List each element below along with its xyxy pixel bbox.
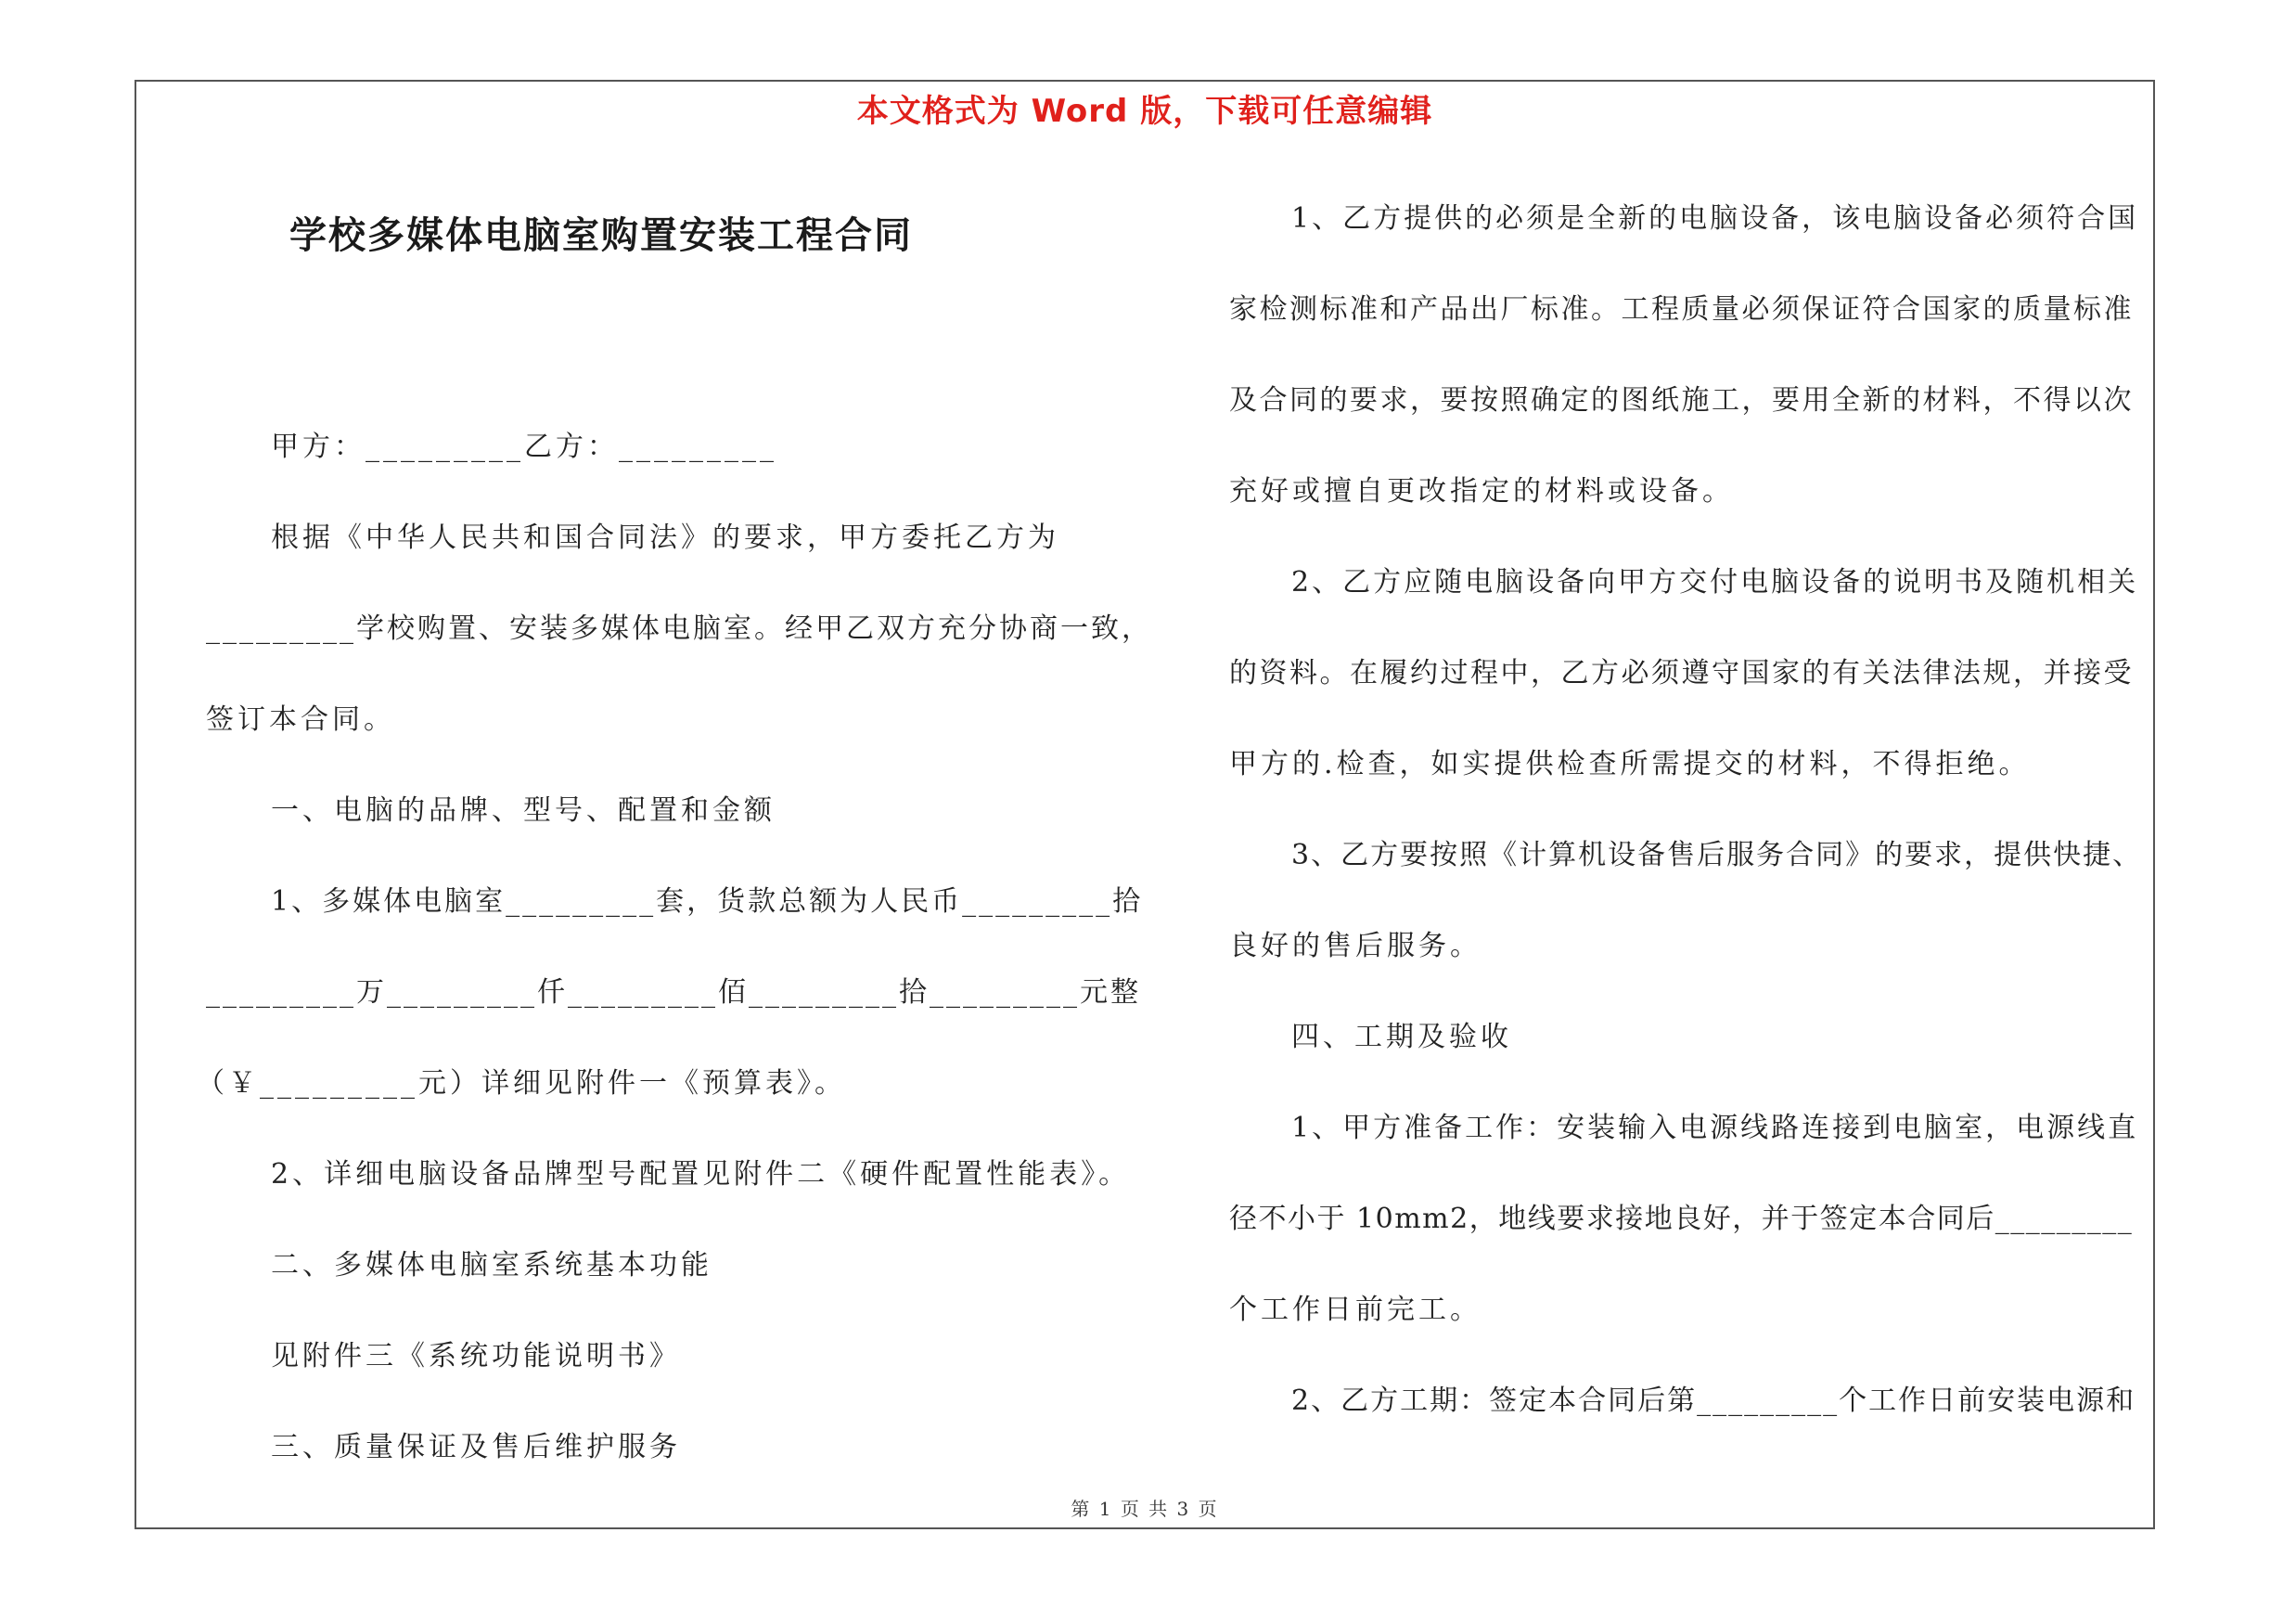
paragraph-line: 甲方的.检查，如实提供检查所需提交的材料，不得拒绝。 xyxy=(1229,748,2031,780)
paragraph-line: 径不小于 10mm2，地线要求接地良好，并于签定本合同后_________ xyxy=(1229,1203,2134,1235)
paragraph-line: 2、乙方应随电脑设备向甲方交付电脑设备的说明书及随机相关 xyxy=(1291,566,2139,599)
paragraph-line: 签订本合同。 xyxy=(206,703,395,736)
paragraph-line: 1、多媒体电脑室_________套，货款总额为人民币_________拾 xyxy=(271,885,1144,918)
paragraph-line: 个工作日前完工。 xyxy=(1229,1294,1481,1326)
paragraph-line: 家检测标准和产品出厂标准。工程质量必须保证符合国家的质量标准 xyxy=(1229,293,2134,326)
paragraph-line: 2、乙方工期：签定本合同后第_________个工作日前安装电源和 xyxy=(1291,1385,2136,1417)
section-heading: 四、工期及验收 xyxy=(1291,1021,1512,1053)
paragraph-line: （￥_________元）详细见附件一《预算表》。 xyxy=(197,1067,846,1100)
paragraph-line: _________学校购置、安装多媒体电脑室。经甲乙双方充分协商一致， xyxy=(206,612,1152,645)
party-line: 甲方：_________乙方：_________ xyxy=(271,431,777,463)
paragraph-line: 的资料。在履约过程中，乙方必须遵守国家的有关法律法规，并接受 xyxy=(1229,657,2134,689)
contract-title: 学校多媒体电脑室购置安装工程合同 xyxy=(289,214,913,257)
section-heading: 三、质量保证及售后维护服务 xyxy=(271,1431,681,1463)
paragraph-line: _________万_________仟_________佰_________拾_________元整 xyxy=(206,976,1141,1009)
format-banner: 本文格式为 Word 版，下载可任意编辑 xyxy=(856,93,1433,130)
paragraph-line: 1、甲方准备工作：安装输入电源线路连接到电脑室，电源线直 xyxy=(1291,1112,2139,1144)
paragraph-line: 见附件三《系统功能说明书》 xyxy=(271,1340,681,1372)
page-number-footer: 第 1 页 共 3 页 xyxy=(1071,1498,1219,1520)
paragraph-line: 1、乙方提供的必须是全新的电脑设备，该电脑设备必须符合国 xyxy=(1291,202,2139,235)
section-heading: 二、多媒体电脑室系统基本功能 xyxy=(271,1249,712,1282)
paragraph-line: 良好的售后服务。 xyxy=(1229,930,1481,962)
paragraph-line: 2、详细电脑设备品牌型号配置见附件二《硬件配置性能表》。 xyxy=(271,1158,1131,1191)
paragraph-line: 3、乙方要按照《计算机设备售后服务合同》的要求，提供快捷、 xyxy=(1291,839,2143,871)
paragraph-line: 根据《中华人民共和国合同法》的要求，甲方委托乙方为 xyxy=(271,522,1059,554)
paragraph-line: 及合同的要求，要按照确定的图纸施工，要用全新的材料，不得以次 xyxy=(1229,384,2134,417)
section-heading: 一、电脑的品牌、型号、配置和金额 xyxy=(271,794,776,827)
paragraph-line: 充好或擅自更改指定的材料或设备。 xyxy=(1229,475,1734,508)
